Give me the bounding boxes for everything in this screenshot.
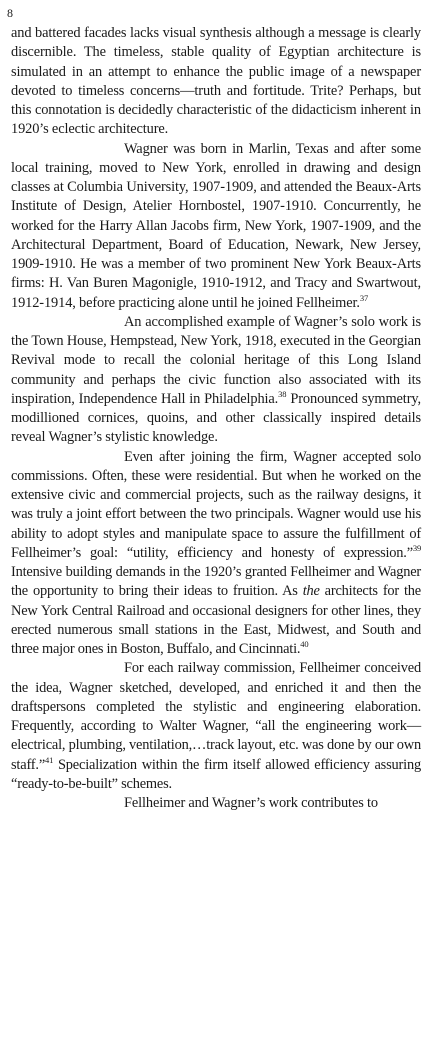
text-run: Pronounced symmetry, modillioned cornices, quoins, and other classically inspired details reveal Wagner’s stylistic knowledge. — [11, 390, 421, 446]
paragraph — [11, 140, 421, 313]
emphasis-text: the — [302, 583, 320, 600]
paragraph — [11, 448, 421, 660]
footnote-marker: 40 — [300, 639, 309, 650]
text-run: Specialization within the firm itself allowed efficiency assuring “ready-to-be-built” schemes. — [11, 756, 421, 792]
paragraph — [11, 794, 421, 813]
text-run: Fellheimer and Wagner’s work contributes to — [124, 795, 378, 811]
text-run: architects for the New York Central Railroad and occasional designers for other lines, they erected numerous small stations in the East, Midwest, and South and three major ones in Boston, Buffalo, and Cincinnati. — [11, 583, 421, 657]
footnote-marker: 39 — [412, 542, 421, 553]
paragraph — [11, 24, 421, 140]
text-run: Even after joining the firm, Wagner accepted solo commissions. Often, these were residential. But when he worked on the extensive civic and commercial projects, such as the railway designs, it was truly a joint effort between the two principals. Wagner would use his ability to adopt styles and manipulate space to assure the fulfillment of Fellheimer’s goal: “utility, efficiency and honesty of expression.” — [11, 448, 421, 561]
text-run: Wagner was born in Marlin, Texas and after some local training, moved to New York, enrolled in drawing and design classes at Columbia University, 1907-1909, and attended the Beaux-Arts Institute of Design, Atelier Hornbostel, 1907-1910. Concurrently, he worked for the Harry Allan Jacobs firm, New York, 1907-1909, and the Architectural Department, Board of Education, Newark, New Jersey, 1909-1910. He was a member of two prominent New York Beaux-Arts firms: H. Van Buren Magonigle, 1910-1912, and Tracy and Swartwout, 1912-1914, before practicing alone until he joined Fellheimer. — [11, 140, 421, 311]
text-run: For each railway commission, Fellheimer conceived the idea, Wagner sketched, developed, and enriched it and then the draftspersons completed the stylistic and engineering elaboration. Frequently, according to Walter Wagner, “all the engineering work—electrical, plumbing, ventilation,…track layout, etc. was done by our own staff.” — [11, 660, 421, 773]
footnote-marker: 38 — [278, 388, 287, 399]
paragraph — [11, 313, 421, 448]
text-run: Intensive building demands in the 1920’s granted Fellheimer and Wagner the opportunity to bring their ideas to fruition. As — [11, 564, 421, 600]
footnote-marker: 37 — [359, 292, 369, 303]
paragraph — [11, 659, 421, 794]
body-text — [11, 24, 421, 813]
footnote-marker: 41 — [45, 754, 54, 765]
text-run: An accomplished example of Wagner’s solo work is the Town House, Hempstead, New York, 1918, executed in the Georgian Revival mode to recall the colonial heritage of this Long Island community and perhaps the civic function also associated with its inspiration, Independence Hall in Philadelphia. — [11, 313, 421, 407]
text-run: and battered facades lacks visual synthesis although a message is clearly discernible. The timeless, stable quality of Egyptian architecture is simulated in an attempt to enhance the public image of a newspaper devoted to timeless concerns—truth and fortitude. Trite? Perhaps, but this connotation is decidedly characteristic of the didacticism inherent in 1920’s eclectic architecture. — [11, 25, 421, 138]
page-number: 8 — [7, 6, 13, 20]
